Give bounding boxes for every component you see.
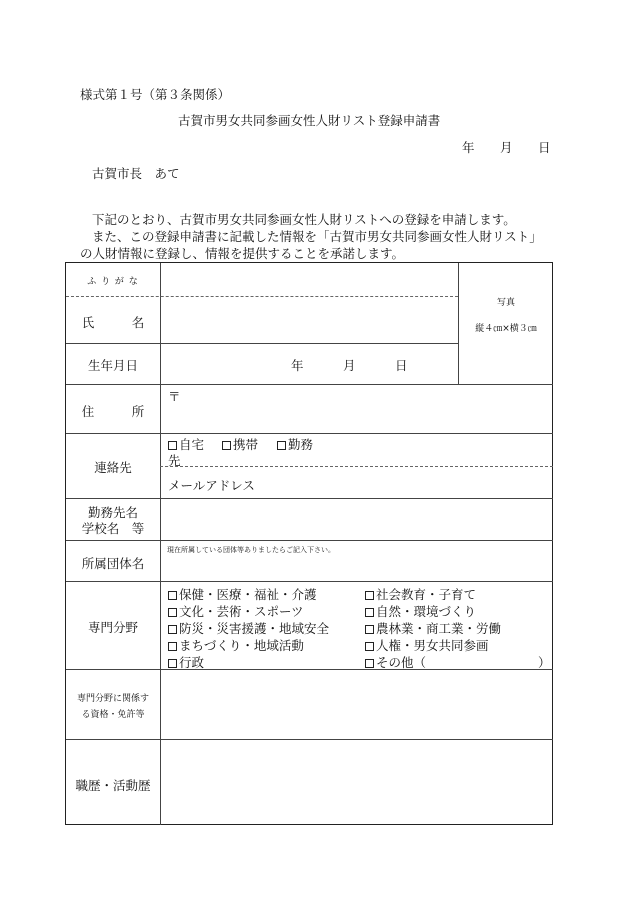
- specialty-option-label: 防災・災害援護・地域安全: [179, 621, 330, 636]
- contact-divider: [160, 466, 553, 467]
- group-field[interactable]: [161, 541, 553, 581]
- checkbox[interactable]: [168, 608, 177, 617]
- checkbox[interactable]: [365, 591, 374, 600]
- page-title: 古賀市男女共同参画女性人財リスト登録申請書: [178, 113, 441, 128]
- specialty-left-0[interactable]: [168, 585, 317, 603]
- qualification-label-line2: る資格・免許等: [81, 710, 145, 720]
- photo-size: 縦４㎝×横３㎝: [475, 324, 537, 334]
- career-label: 職歴・活動歴: [75, 778, 151, 793]
- postal-mark: 〒: [168, 389, 181, 404]
- checkbox[interactable]: [365, 642, 374, 651]
- specialty-right-4[interactable]: [365, 653, 426, 671]
- checkbox[interactable]: [168, 591, 177, 600]
- birth-day-label: 日: [395, 358, 408, 373]
- addressee: 古賀市長 あて: [92, 166, 180, 181]
- address-field[interactable]: [181, 385, 553, 433]
- specialty-option-label: まちづくり・地域活動: [179, 638, 304, 653]
- workplace-field[interactable]: [161, 499, 553, 540]
- qualification-field[interactable]: [161, 670, 553, 739]
- birth-month-label: 月: [343, 358, 356, 373]
- specialty-option-label: その他（: [376, 655, 427, 670]
- checkbox[interactable]: [168, 625, 177, 634]
- birth-year-label: 年: [291, 358, 304, 373]
- checkbox[interactable]: [365, 608, 374, 617]
- row-divider: [66, 433, 553, 434]
- intro-line-3: の人財情報に登録し、情報を提供することを承諾します。: [80, 246, 405, 261]
- row-divider: [66, 581, 553, 582]
- checkbox[interactable]: [365, 659, 374, 668]
- group-note: 現在所属している団体等ありましたらご記入下さい。: [167, 546, 335, 554]
- specialty-option-label: 自然・環境づくり: [376, 604, 477, 619]
- email-label: メールアドレス: [168, 478, 255, 493]
- checkbox[interactable]: [277, 441, 286, 450]
- specialty-right-2[interactable]: [365, 619, 501, 637]
- intro-line-2: また、この登録申請書に記載した情報を「古賀市男女共同参画女性人財リスト」: [92, 229, 542, 244]
- workplace-label-line1: 勤務先名: [87, 505, 138, 520]
- contact-suffix: 先: [168, 453, 181, 468]
- date-year-label: 年: [462, 140, 475, 155]
- checkbox[interactable]: [222, 441, 231, 450]
- checkbox[interactable]: [365, 625, 374, 634]
- specialty-right-1[interactable]: [365, 602, 476, 620]
- intro-line-1: 下記のとおり、古賀市男女共同参画女性人財リストへの登録を申請します。: [92, 212, 516, 227]
- specialty-left-4[interactable]: [168, 653, 204, 671]
- specialty-left-1[interactable]: [168, 602, 304, 620]
- career-field[interactable]: [161, 740, 553, 825]
- checkbox[interactable]: [168, 642, 177, 651]
- specialty-option-label: 行政: [179, 655, 205, 670]
- workplace-label-line2: 学校名 等: [81, 521, 145, 536]
- specialty-right-0[interactable]: [365, 585, 476, 603]
- birthdate-label: 生年月日: [87, 358, 138, 373]
- specialty-other-close: ）: [538, 655, 551, 670]
- contact-option-label: 勤務: [288, 437, 314, 452]
- name-label: 氏 名: [81, 315, 145, 330]
- specialty-option-label: 文化・芸術・スポーツ: [179, 604, 304, 619]
- checkbox[interactable]: [168, 441, 177, 450]
- contact-label: 連絡先: [94, 460, 132, 475]
- photo-label: 写真: [496, 298, 515, 308]
- specialty-right-3[interactable]: [365, 636, 489, 654]
- date-month-label: 月: [500, 140, 513, 155]
- form-number: 様式第１号（第３条関係）: [80, 87, 231, 102]
- group-label: 所属団体名: [81, 556, 145, 571]
- specialty-left-3[interactable]: [168, 636, 304, 654]
- row-divider: [66, 343, 458, 344]
- contact-option-work[interactable]: [277, 435, 313, 453]
- name-field[interactable]: [161, 297, 458, 343]
- furigana-label: ふ り が な: [87, 277, 139, 287]
- qualification-label-line1: 専門分野に関係す: [76, 694, 149, 704]
- contact-option-label: 自宅: [179, 437, 205, 452]
- specialty-left-2[interactable]: [168, 619, 329, 637]
- address-label: 住 所: [81, 404, 145, 419]
- date-day-label: 日: [538, 140, 551, 155]
- checkbox[interactable]: [168, 659, 177, 668]
- furigana-field[interactable]: [161, 263, 458, 296]
- contact-option-label: 携帯: [233, 437, 259, 452]
- specialty-option-label: 農林業・商工業・労働: [376, 621, 502, 636]
- specialty-option-label: 社会教育・子育て: [376, 587, 477, 602]
- contact-option-mobile[interactable]: [222, 435, 258, 453]
- specialty-option-label: 保健・医療・福祉・介護: [179, 587, 317, 602]
- application-form: [65, 262, 553, 825]
- specialty-option-label: 人権・男女共同参画: [376, 638, 489, 653]
- specialty-label: 専門分野: [87, 620, 138, 635]
